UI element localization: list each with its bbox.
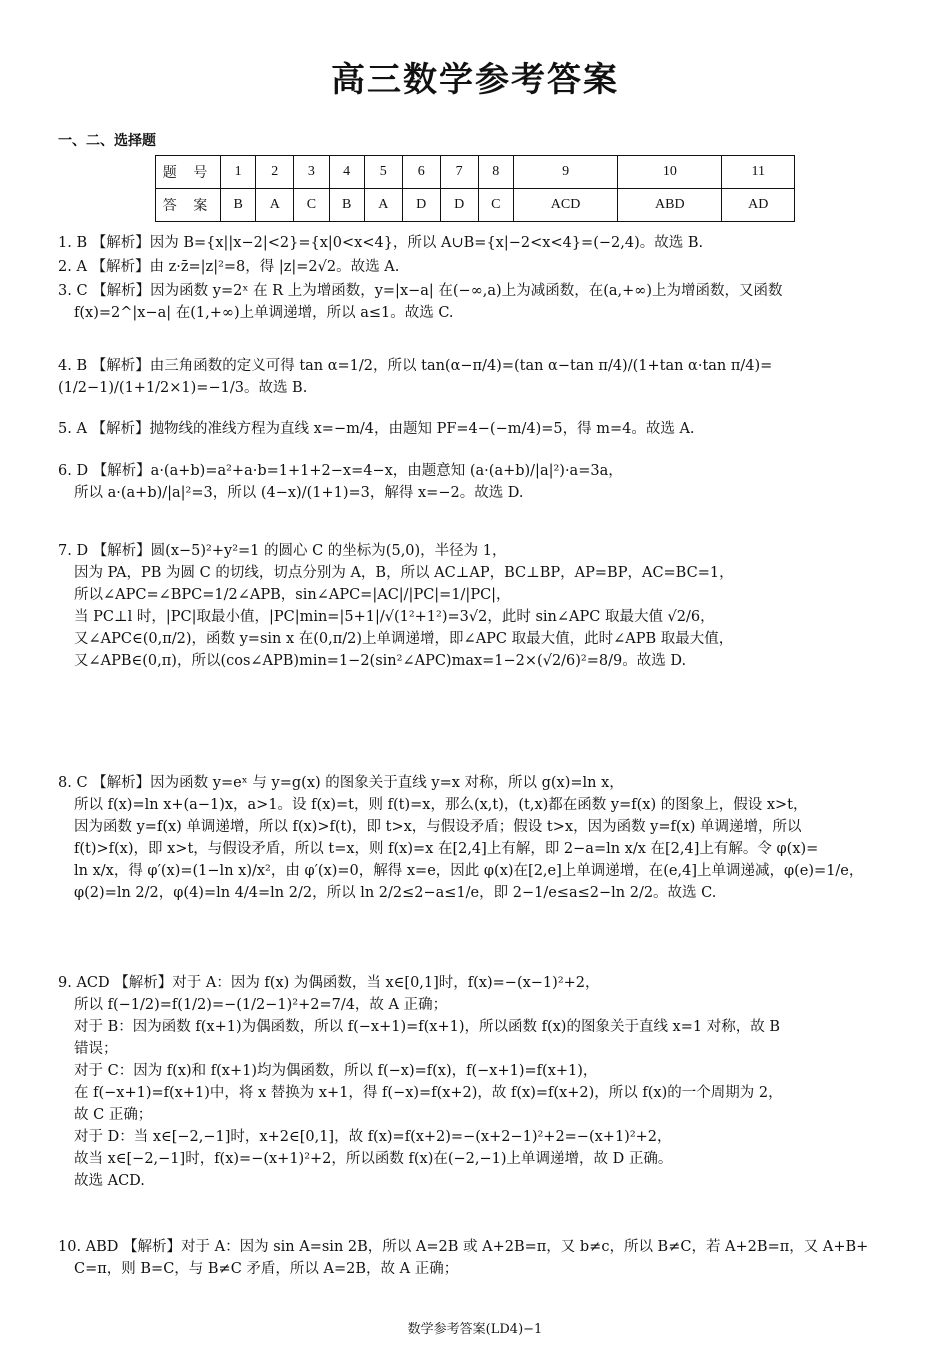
solution-item bbox=[58, 460, 898, 504]
table-cell: ACD bbox=[513, 189, 617, 222]
solution-line: 9. ACD 【解析】对于 A：因为 f(x) 为偶函数，当 x∈[0,1]时，f(x)=−(x−1)²+2， bbox=[58, 975, 600, 991]
solution-item bbox=[58, 772, 898, 904]
solution-line: 因为函数 y=f(x) 单调递增，所以 f(x)>f(t)，即 t>x，与假设矛盾；假设 t>x，因为函数 y=f(x) 单调递增，所以 bbox=[74, 819, 802, 835]
page-footer: 数学参考答案(LD4)−1 bbox=[407, 1322, 543, 1337]
table-row-answers bbox=[156, 189, 795, 222]
table-cell: B bbox=[221, 189, 256, 222]
solution-line: 3. C 【解析】因为函数 y=2ˣ 在 R 上为增函数，y=|x−a| 在(−∞,a)上为减函数，在(a,+∞)上为增函数，又函数 bbox=[58, 283, 783, 299]
table-row-numbers bbox=[156, 156, 795, 189]
table-header-answer: 答 案 bbox=[156, 189, 221, 222]
table-cell: 5 bbox=[364, 156, 402, 189]
table-cell: 7 bbox=[440, 156, 478, 189]
table-cell: 1 bbox=[221, 156, 256, 189]
solution-line: 对于 C：因为 f(x)和 f(x+1)均为偶函数，所以 f(−x)=f(x)，f(−x+1)=f(x+1)， bbox=[74, 1063, 598, 1079]
table-cell: A bbox=[256, 189, 294, 222]
solution-line: 所以 a·(a+b)/|a|²=3，所以 (4−x)/(1+1)=3，解得 x=−2。故选 D. bbox=[74, 485, 524, 501]
table-cell: A bbox=[364, 189, 402, 222]
answer-table bbox=[155, 155, 795, 222]
table-cell: C bbox=[478, 189, 513, 222]
solution-line: 对于 B：因为函数 f(x+1)为偶函数，所以 f(−x+1)=f(x+1)，所以函数 f(x)的图象关于直线 x=1 对称，故 B bbox=[74, 1019, 780, 1035]
solution-line: 7. D 【解析】圆(x−5)²+y²=1 的圆心 C 的坐标为(5,0)，半径为 1， bbox=[58, 543, 507, 559]
solution-line: 又∠APC∈(0,π/2)，函数 y=sin x 在(0,π/2)上单调递增，即∠APC 取最大值，此时∠APB 取最大值， bbox=[74, 631, 734, 647]
solution-line: 在 f(−x+1)=f(x+1)中，将 x 替换为 x+1，得 f(−x)=f(x+2)，故 f(x)=f(x+2)，所以 f(x)的一个周期为 2， bbox=[74, 1085, 783, 1101]
solution-item bbox=[58, 256, 898, 278]
table-cell: B bbox=[329, 189, 364, 222]
table-cell: D bbox=[440, 189, 478, 222]
table-cell: 4 bbox=[329, 156, 364, 189]
solution-line: 1. B 【解析】因为 B={x||x−2|<2}={x|0<x<4}，所以 A∪B={x|−2<x<4}=(−2,4)。故选 B. bbox=[58, 235, 704, 251]
solution-line: 对于 D：当 x∈[−2,−1]时，x+2∈[0,1]，故 f(x)=f(x+2)=−(x+2−1)²+2=−(x+1)²+2， bbox=[74, 1129, 672, 1145]
solution-item bbox=[58, 280, 898, 324]
solution-line: 所以 f(x)=ln x+(a−1)x，a>1。设 f(x)=t，则 f(t)=x，那么(x,t)，(t,x)都在函数 y=f(x) 的图象上，假设 x>t， bbox=[74, 797, 808, 813]
section-heading: 一、二、选择题 bbox=[58, 133, 156, 149]
table-header-number: 题 号 bbox=[156, 156, 221, 189]
solution-item bbox=[58, 418, 898, 440]
table-cell: 2 bbox=[256, 156, 294, 189]
solution-item bbox=[58, 1236, 898, 1280]
table-cell: ABD bbox=[618, 189, 722, 222]
solution-line: 6. D 【解析】a·(a+b)=a²+a·b=1+1+2−x=4−x，由题意知 (a·(a+b)/|a|²)·a=3a， bbox=[58, 463, 623, 479]
solution-line: 又∠APB∈(0,π)，所以(cos∠APB)min=1−2(sin²∠APC)max=1−2×(√2/6)²=8/9。故选 D. bbox=[74, 653, 687, 669]
solution-line: f(x)=2^|x−a| 在(1,+∞)上单调递增，所以 a≤1。故选 C. bbox=[74, 305, 454, 321]
solution-line: ln x/x，得 φ′(x)=(1−ln x)/x²，由 φ′(x)=0，解得 x=e，因此 φ(x)在[2,e]上单调递增，在(e,4]上单调递减，φ(e)=1/e， bbox=[74, 863, 864, 879]
solution-item bbox=[58, 232, 898, 254]
table-cell: 3 bbox=[294, 156, 329, 189]
solution-line: 8. C 【解析】因为函数 y=eˣ 与 y=g(x) 的图象关于直线 y=x 对称，所以 g(x)=ln x， bbox=[58, 775, 624, 791]
solution-line: 故当 x∈[−2,−1]时，f(x)=−(x+1)²+2，所以函数 f(x)在(−2,−1)上单调递增，故 D 正确。 bbox=[74, 1151, 673, 1167]
solution-item bbox=[58, 355, 898, 399]
solution-line: 故选 ACD. bbox=[74, 1173, 145, 1189]
table-cell: 6 bbox=[402, 156, 440, 189]
solution-line: 当 PC⊥l 时，|PC|取最小值，|PC|min=|5+1|/√(1²+1²)=3√2，此时 sin∠APC 取最大值 √2/6， bbox=[74, 609, 715, 625]
solution-line: 错误； bbox=[74, 1041, 118, 1057]
solution-line: 5. A 【解析】抛物线的准线方程为直线 x=−m/4，由题知 PF=4−(−m/4)=5，得 m=4。故选 A. bbox=[58, 421, 695, 437]
table-cell: C bbox=[294, 189, 329, 222]
table-cell: 9 bbox=[513, 156, 617, 189]
solution-line: 所以 f(−1/2)=f(1/2)=−(1/2−1)²+2=7/4，故 A 正确； bbox=[74, 997, 448, 1013]
solution-item bbox=[58, 540, 898, 672]
table-cell: 8 bbox=[478, 156, 513, 189]
solution-line: 2. A 【解析】由 z·z̄=|z|²=8，得 |z|=2√2。故选 A. bbox=[58, 259, 400, 275]
solution-line: 4. B 【解析】由三角函数的定义可得 tan α=1/2，所以 tan(α−π/4)=(tan α−tan π/4)/(1+tan α·tan π/4)=(1/2−1)/(1+1/2×1)=−1/3。故选 B. bbox=[58, 358, 773, 396]
solution-line: C=π，则 B=C，与 B≠C 矛盾，所以 A=2B，故 A 正确； bbox=[74, 1261, 459, 1277]
table-cell: 10 bbox=[618, 156, 722, 189]
table-cell: 11 bbox=[722, 156, 795, 189]
solution-item bbox=[58, 972, 898, 1192]
solution-line: 所以∠APC=∠BPC=1/2∠APB，sin∠APC=|AC|/|PC|=1/|PC|， bbox=[74, 587, 511, 603]
table-cell: D bbox=[402, 189, 440, 222]
solution-line: 故 C 正确； bbox=[74, 1107, 153, 1123]
solution-line: φ(2)=ln 2/2，φ(4)=ln 4/4=ln 2/2，所以 ln 2/2≤2−a≤1/e，即 2−1/e≤a≤2−ln 2/2。故选 C. bbox=[74, 885, 717, 901]
page-title: 高三数学参考答案 bbox=[331, 60, 619, 100]
solution-line: 因为 PA，PB 为圆 C 的切线，切点分别为 A，B，所以 AC⊥AP，BC⊥BP，AP=BP，AC=BC=1， bbox=[74, 565, 734, 581]
solution-line: 10. ABD 【解析】对于 A：因为 sin A=sin 2B，所以 A=2B 或 A+2B=π，又 b≠c，所以 B≠C，若 A+2B=π，又 A+B+ bbox=[58, 1239, 869, 1255]
table-cell: AD bbox=[722, 189, 795, 222]
solution-line: f(t)>f(x)，即 x>t，与假设矛盾，所以 t=x，则 f(x)=x 在[2,4]上有解，即 2−a=ln x/x 在[2,4]上有解。令 φ(x)= bbox=[74, 841, 819, 857]
